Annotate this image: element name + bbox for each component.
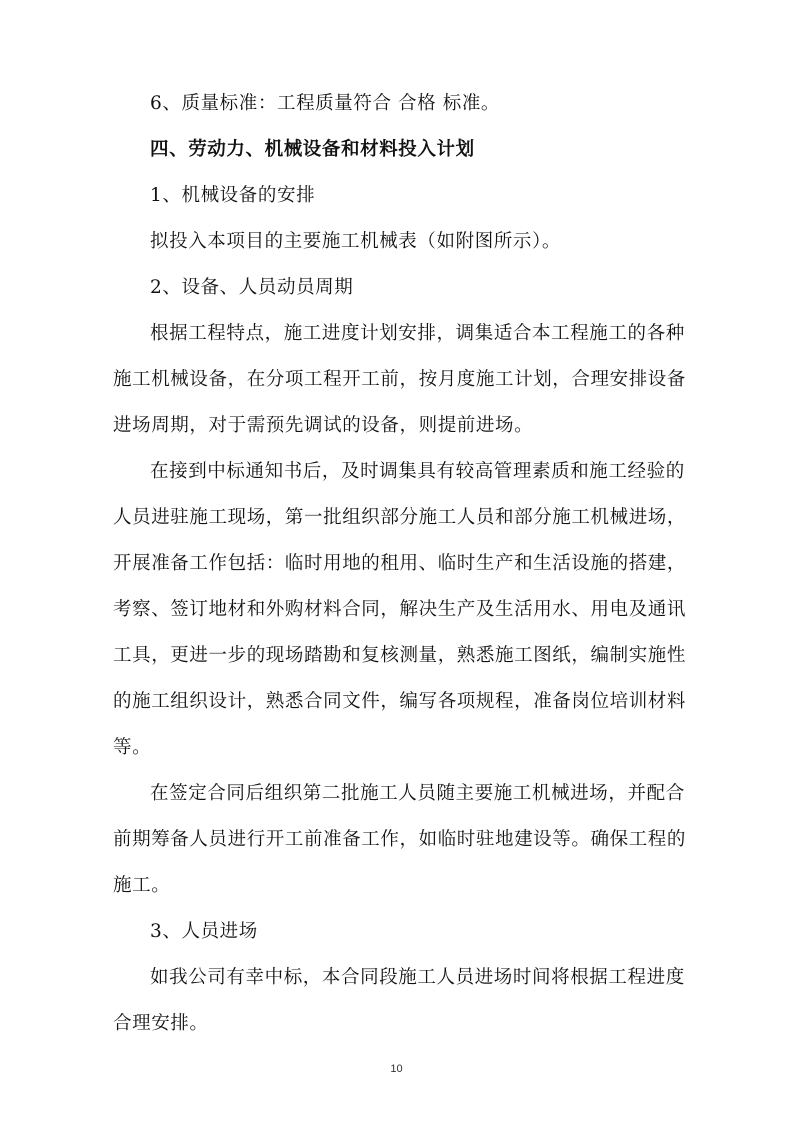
paragraph-line: 进场周期，对于需预先调试的设备，则提前进场。: [113, 415, 534, 436]
page-number: 10: [390, 1063, 403, 1075]
paragraph-line: 施工。: [113, 875, 171, 896]
paragraph-line: 在签定合同后组织第二批施工人员随主要施工机械进场，并配合: [150, 783, 685, 804]
section-heading-labor-equipment: 四、劳动力、机械设备和材料投入计划: [150, 139, 475, 160]
paragraph-line: 开展准备工作包括：临时用地的租用、临时生产和生活设施的搭建，: [113, 553, 687, 574]
paragraph-line: 人员进驻施工现场，第一批组织部分施工人员和部分施工机械进场，: [113, 507, 687, 528]
paragraph-line: 的施工组织设计，熟悉合同文件，编写各项规程，准备岗位培训材料: [113, 691, 687, 712]
paragraph-line: 合理安排。: [113, 1013, 209, 1034]
quality-standard-item: 6、质量标准：工程质量符合 合格 标准。: [150, 93, 501, 114]
subheading-equipment-arrangement: 1、机械设备的安排: [150, 185, 316, 206]
paragraph-equipment-table: 拟投入本项目的主要施工机械表（如附图所示）。: [150, 231, 561, 252]
subheading-mobilization-period: 2、设备、人员动员周期: [150, 277, 354, 298]
paragraph-line: 根据工程特点，施工进度计划安排，调集适合本工程施工的各种: [150, 323, 685, 344]
paragraph-line: 在接到中标通知书后，及时调集具有较高管理素质和施工经验的: [150, 461, 685, 482]
paragraph-line: 等。: [113, 737, 152, 758]
paragraph-line: 工具，更进一步的现场踏勘和复核测量，熟悉施工图纸，编制实施性: [113, 645, 687, 666]
paragraph-line: 考察、签订地材和外购材料合同，解决生产及生活用水、用电及通讯: [113, 599, 687, 620]
paragraph-line: 前期筹备人员进行开工前准备工作，如临时驻地建设等。确保工程的: [113, 829, 687, 850]
paragraph-line: 施工机械设备，在分项工程开工前，按月度施工计划，合理安排设备: [113, 369, 687, 390]
paragraph-line: 如我公司有幸中标，本合同段施工人员进场时间将根据工程进度: [150, 967, 685, 988]
subheading-personnel-entry: 3、人员进场: [150, 921, 258, 942]
